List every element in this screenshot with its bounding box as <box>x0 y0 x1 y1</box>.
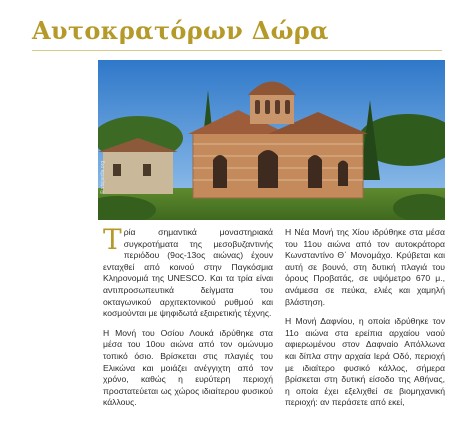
paragraph-dafni: Η Μονή Δαφνίου, η οποία ιδρύθηκε τον 11ο αιώνα στα ερείπια αρχαίου ναού αφιερωμένου στον Δαφναίο Απόλλωνα και δίπλα στην αρχαία Ιερά Οδό, περιοχή με ιδιαίτερο φυσικό κάλλος, σήμερα βρίσκεται στη δυτική είσοδο της Αθήνας, η οποία έχει εξελιχθεί σε βιομηχανική περιοχή: αν περάσετε από εκεί, <box>285 316 445 408</box>
article-column-right <box>285 227 445 417</box>
drop-cap: Τ <box>103 223 122 256</box>
photo-credit: © visipedia.org <box>100 160 106 194</box>
page-title: Αυτοκρατόρων Δώρα <box>32 16 329 45</box>
paragraph-intro: Τρία σημαντικά μοναστηριακά συγκροτήματα της μεσοβυζαντινής περιόδου (9ος-13ος αιώνας) έχουν ενταχθεί από κοινού στην Παγκόσμια Κληρονομιά της UNESCO. Και τα τρία είναι αντιπροσωπευτικά δείγματα του οκταγωνικού αρχιτεκτονικού ρυθμού και κοσμούνται με ψηφιδωτά εξαιρετικής τέχνης. <box>103 223 273 319</box>
article-column-left <box>103 223 273 417</box>
title-divider <box>32 50 442 51</box>
monastery-photo <box>98 60 445 220</box>
paragraph-osios-loukas: Η Μονή του Οσίου Λουκά ιδρύθηκε στα μέσα του 10ου αιώνα από τον ομώνυμο τοπικό όσιο. Βρίσκεται στις πλαγιές του Ελικώνα και μοιάζει ανέγγιχτη από τον χρόνο, καθώς η ευρύτερη περιοχή προστατεύεται ως χώρος ιδιαίτερου φυσικού κάλλους. <box>103 327 273 408</box>
paragraph-nea-moni: Η Νέα Μονή της Χίου ιδρύθηκε στα μέσα του 11ου αιώνα από τον αυτοκράτορα Κωνσταντίνο Θ΄ Μονομάχο. Κρύβεται και αυτή σε βουνό, στη δυτική πλαγιά του όρους Προβατάς, σε υψόμετρο 670 μ., ανάμεσα σε πεύκα, ελιές και χαμηλή βλάστηση. <box>285 227 445 307</box>
